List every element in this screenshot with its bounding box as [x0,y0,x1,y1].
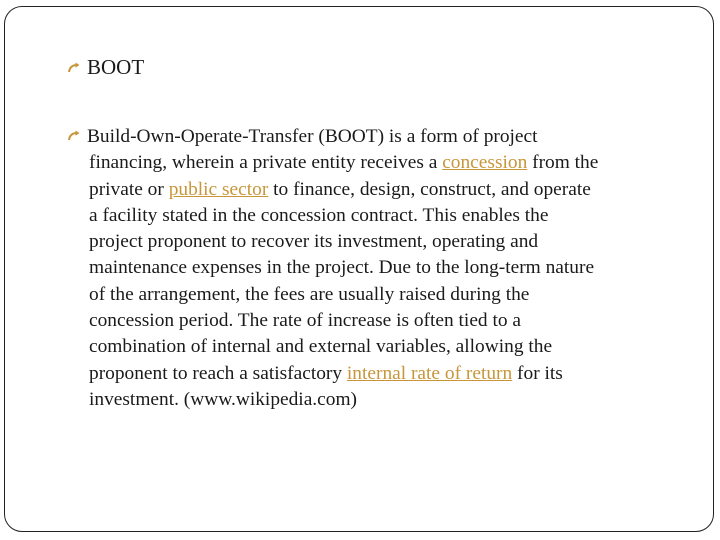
paragraph-line [87,308,677,334]
slide-frame [4,6,714,532]
paragraph-line [87,229,677,255]
paragraph-line [87,361,677,387]
paragraph-line [87,282,677,308]
paragraph-text: project proponent to recover its investment, operating and [89,231,539,253]
paragraph-text: Build-Own-Operate-Transfer (BOOT) is a form of project [87,126,538,147]
paragraph-text: combination of internal and external variables, allowing the [89,336,553,358]
paragraph-text: of the arrangement, the fees are usually raised during the [89,283,530,305]
paragraph-text: investment. (www.wikipedia.com) [89,388,357,410]
hyperlink[interactable]: internal rate of return [346,362,513,384]
paragraph-line [87,150,677,176]
curved-arrow-bullet-icon [67,129,81,143]
slide-title: BOOT [87,55,145,79]
paragraph-text: private or [89,178,169,200]
paragraph-text: maintenance expenses in the project. Due to the long-term nature [89,257,595,279]
paragraph-text: financing, wherein a private entity receives a [89,152,443,174]
paragraph-text: for its [512,362,563,384]
paragraph-text: a facility stated in the concession contract. This enables the [89,204,549,226]
paragraph-text: to finance, design, construct, and operate [268,178,591,200]
body-paragraph [87,124,677,413]
paragraph-text: from the [527,152,599,174]
paragraph-line [87,387,677,413]
paragraph-line [87,255,677,281]
paragraph-line [87,177,677,203]
paragraph-text: proponent to reach a satisfactory [89,362,347,384]
hyperlink[interactable]: public sector [168,178,269,200]
paragraph-line [87,334,677,360]
hyperlink[interactable]: concession [442,152,528,174]
paragraph-line [87,124,677,150]
paragraph-line [87,203,677,229]
curved-arrow-bullet-icon [67,61,81,75]
paragraph-text: concession period. The rate of increase is often tied to a [89,310,522,332]
